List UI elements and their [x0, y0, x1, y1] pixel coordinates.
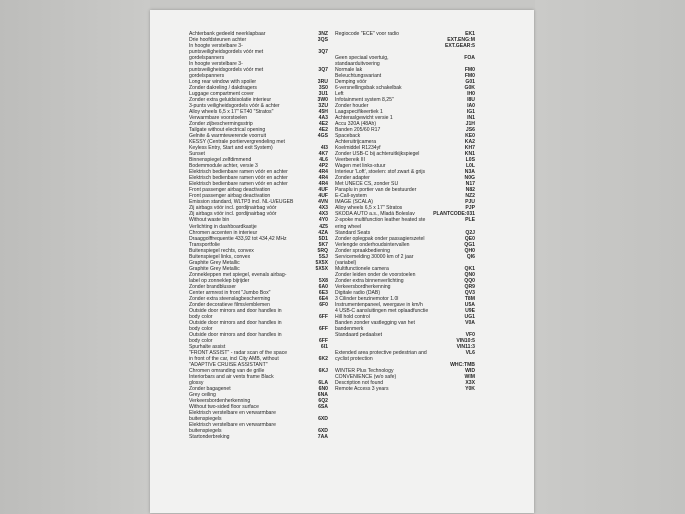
option-code: L0L: [465, 163, 475, 170]
option-description: Gelnite & warmtewerende voorruit: [189, 133, 267, 140]
option-description: Standaard pedaalset: [335, 331, 383, 338]
option-description: puntsveiligheidsgordels vóór met: [189, 67, 264, 74]
option-description: Sunset: [189, 151, 205, 158]
option-code: 5SJ: [318, 253, 328, 260]
option-description: Zonder extra steenslagbescherming: [189, 295, 271, 302]
option-code: 6A0: [318, 283, 328, 290]
option-code: 6XD: [318, 428, 328, 435]
option-description: Buitenspiegel links, convex: [189, 253, 251, 260]
option-description: SKODA AUTO a.s., Mladá Boleslav: [335, 211, 415, 218]
option-description: Paraplu in portier van de bestuurder: [335, 187, 417, 194]
option-code: QG1: [464, 241, 475, 248]
option-code: Y0K: [465, 385, 475, 392]
option-code: 6FF: [318, 337, 328, 344]
option-code: X3X: [465, 379, 475, 386]
option-description: Elektrisch verstelbare en verwarmbare: [189, 422, 276, 429]
option-description: Standard Seats: [335, 229, 371, 236]
option-description: Zonder houder: [335, 103, 369, 110]
option-code: G01: [465, 79, 475, 86]
option-description: Zij airbags vóór incl. gordijnairbag vóór: [189, 205, 277, 212]
option-code: 6F0: [319, 301, 328, 308]
option-code: I8U: [467, 97, 475, 104]
option-row: [189, 434, 328, 440]
option-code: 3QS: [317, 37, 328, 44]
option-code: 6I1: [320, 343, 328, 350]
option-description: buitenspiegels: [189, 428, 222, 435]
option-description: Elektrisch bedienbare ramen vóór en achter: [189, 169, 288, 176]
option-description: Verwarmbare voorstoelen: [189, 115, 248, 122]
option-code: VL6: [465, 349, 475, 356]
option-description: Spaceback: [335, 133, 361, 140]
option-description: Zonder brandblusser: [189, 283, 237, 290]
option-code: 6E4: [318, 295, 328, 302]
option-code: 4Z5: [319, 223, 328, 230]
option-code: PJU: [465, 199, 475, 206]
option-description: Verlengde onderhoudsintervallen: [335, 241, 410, 248]
option-description: Zonder leiden onder de voorstoelen: [335, 271, 416, 278]
option-code: 3W0: [317, 97, 328, 104]
option-code: VIN10:5: [456, 337, 475, 344]
option-code: QK1: [464, 265, 475, 272]
option-description: Chromen omranding van de grille: [189, 367, 265, 374]
option-code: 3Q7: [318, 67, 328, 74]
option-description: Elektrisch bedienbare ramen vóór en achter: [189, 175, 288, 182]
option-description: Verkeersbordenherkenning: [189, 397, 251, 404]
option-description: Emission standard, WLTP3 incl. NL-U/EUGEB: [189, 199, 294, 206]
option-description: Servicemelding 30000 km of 2 jaar: [335, 253, 414, 260]
option-description: Left: [335, 91, 344, 98]
option-description: Buitenspiegel rechts, convex: [189, 247, 254, 254]
option-code: 6FF: [318, 325, 328, 332]
option-description: Koelmiddel R1234yf: [335, 145, 381, 152]
option-description: Graphite Grey Metallic: [189, 259, 240, 266]
option-description: Beleuchtungsvariant: [335, 73, 382, 80]
option-description: Grey ceiling: [189, 391, 216, 398]
option-code: T8M: [464, 295, 475, 302]
option-description: Zonder oplegpak onder passagierszetel: [335, 235, 425, 242]
option-code: U9E: [465, 307, 475, 314]
option-description: in front of the car, incl City AMB, without: [189, 355, 279, 362]
option-code: 6N0: [318, 385, 328, 392]
option-code: KA2: [464, 139, 475, 146]
option-code: KE0: [465, 133, 475, 140]
option-code: 3S0: [318, 85, 328, 92]
option-description: body color: [189, 313, 213, 320]
option-description: Multifunctionele camera: [335, 265, 389, 272]
option-code: N3A: [464, 169, 475, 176]
option-code: IG1: [466, 109, 475, 116]
option-code: 4VN: [318, 199, 328, 206]
option-description: 3 Cilinder benzinemotor 1.0l: [335, 295, 399, 302]
option-description: body color: [189, 325, 213, 332]
option-description: IMAGE (SCALA): [335, 199, 373, 206]
option-code: 3NZ: [318, 31, 328, 37]
option-description: Verkeersbordherkenning: [335, 283, 391, 290]
option-code: 4X3: [318, 211, 328, 218]
option-code: 6E3: [318, 289, 328, 296]
right-option-column: [335, 31, 475, 392]
option-code: 5D1: [318, 235, 328, 242]
option-description: Elektrisch verstelbare en verwarmbare: [189, 409, 276, 416]
option-code: 5X5X: [315, 259, 328, 266]
option-description: Draaggolffrequentie 433,92 tot 434,42 MHz: [189, 235, 287, 242]
option-description: Banden zonder vastlegging van het: [335, 319, 415, 326]
option-description: Without waste bin: [189, 217, 230, 224]
option-code: 6XD: [318, 416, 328, 422]
option-description: Demping vóór: [335, 79, 367, 86]
option-code: 4L6: [319, 157, 328, 164]
option-code: UG1: [464, 313, 475, 320]
option-description: Verlichting in dashboardkastje: [189, 223, 257, 230]
option-description: In hoogte verstelbare 3-: [189, 43, 243, 50]
option-description: Outside door mirrors and door handles in: [189, 307, 282, 314]
option-code: EXT.GEAR:5: [444, 43, 475, 50]
option-code: 3ZU: [318, 103, 328, 110]
option-description: Bodemmodule achter, versie 3: [189, 163, 258, 170]
option-code: 4UF: [318, 193, 328, 200]
option-code: 4X3: [318, 205, 328, 212]
option-description: Long rear window with spoiler: [189, 79, 257, 86]
option-description: Regiocode "ECE" voor radio: [335, 31, 399, 37]
option-description: glossy: [189, 379, 204, 386]
option-code: 4E2: [318, 121, 328, 128]
option-code: 7AA: [317, 434, 328, 441]
option-description: Alloy wheels 6,5 x 17" ET40 "Stratos": [189, 109, 274, 116]
option-description: 6-versnellingsbak schakelbak: [335, 85, 402, 92]
option-description: Zonder bagagenet: [189, 385, 231, 392]
option-description: Graphite Grey Metallic: [189, 265, 240, 272]
option-description: standaarduitvoering: [335, 61, 380, 68]
option-code: PLANTCODE:031: [433, 211, 475, 218]
option-code: 4P2: [318, 163, 328, 170]
option-code: IN1: [467, 115, 475, 122]
option-code: EK1: [465, 31, 475, 37]
option-code: FM0: [464, 73, 475, 80]
option-description: "ADAPTIVE CRUISE ASSISTANT": [189, 361, 268, 368]
option-description: Banden 205/60 R17: [335, 127, 381, 134]
option-description: "FRONT ASSIST" - radar scan of the space: [189, 349, 288, 356]
option-code: KN1: [464, 151, 475, 158]
option-description: Without two-sided floor surface: [189, 403, 259, 410]
option-description: Hill hold control: [335, 313, 370, 320]
option-description: CONVENIENCE (w/o safe): [335, 373, 397, 380]
option-description: Outside door mirrors and door handles in: [189, 331, 282, 338]
option-code: QR9: [464, 283, 475, 290]
option-description: Remote Access 3 years: [335, 385, 389, 392]
option-description: Zonder decoratieve films/emblemen: [189, 301, 270, 308]
option-code: N17: [465, 181, 475, 188]
option-code: VF0: [465, 331, 475, 338]
option-description: Drie hoofdsteunen achter: [189, 37, 247, 44]
option-description: Transportfolie: [189, 241, 220, 248]
option-description: Zonder adapter: [335, 175, 370, 182]
option-code: EXT.ENG:M: [447, 37, 475, 44]
option-description: Met UNECE CS, zonder SU: [335, 181, 399, 188]
option-code: WHC:TMB: [450, 361, 475, 368]
option-code: IA0: [467, 103, 475, 110]
option-code: 5K7: [318, 241, 328, 248]
option-description: Achterbank gedeeld neerklapbaar: [189, 31, 266, 37]
option-description: Binnenspiegel zelfdimmend: [189, 157, 252, 164]
option-code: QQ0: [464, 277, 475, 284]
option-description: 2-spoke multifunction leather heated ste: [335, 217, 426, 224]
option-description: Interiorbars and air vents frame Black: [189, 373, 274, 380]
option-description: Outside door mirrors and door handles in: [189, 319, 282, 326]
option-description: Description not found: [335, 379, 384, 386]
option-description: Laagspecifikeertiek 1: [335, 109, 383, 116]
option-code: 4I3: [320, 145, 328, 152]
option-description: Tailgate without electrical opening: [189, 127, 266, 134]
option-code: 4ZA: [318, 229, 328, 236]
option-code: IH0: [467, 91, 475, 98]
option-code: WIM: [464, 373, 475, 380]
option-description: Zonder USB-C bij achteruitkijkspiegel: [335, 151, 420, 158]
option-code: V0A: [465, 319, 475, 326]
option-code: PLE: [465, 217, 475, 224]
option-code: 6KJ: [318, 367, 328, 374]
option-description: buitenspiegels: [189, 416, 222, 422]
option-code: N0G: [464, 175, 475, 182]
option-description: Accu 320A (48Ah): [335, 121, 377, 128]
option-row: [335, 386, 475, 392]
option-description: Front passenger airbag deactivation: [189, 193, 271, 200]
option-description: Front passenger airbag deactivation: [189, 187, 271, 194]
option-code: 6LA: [318, 379, 328, 386]
option-description: Keyless Entry, Start and exit System): [189, 145, 273, 152]
option-description: Alloy wheels 6,5 x 17" Stratos: [335, 205, 403, 212]
option-code: QN0: [464, 271, 475, 278]
option-code: QE0: [464, 235, 475, 242]
option-code: 3U1: [318, 91, 328, 98]
option-code: 4Y0: [318, 217, 328, 224]
option-description: Interieur 'Loft', stoelen: stof zwart & grijs: [335, 169, 425, 176]
option-code: G0K: [464, 85, 475, 92]
option-code: QH0: [464, 247, 475, 254]
option-description: In hoogte verstelbare 3-: [189, 61, 243, 68]
option-code: 6K2: [318, 355, 328, 362]
option-description: Zonder extra binnenverlichting: [335, 277, 404, 284]
option-description: Luggage compartment cover: [189, 91, 254, 98]
option-code: L0S: [465, 157, 475, 164]
option-description: 3-punts veiligheidsgordels vóór & achter: [189, 103, 280, 110]
option-description: 4 USB-C aansluitingen met oplaadfunctie: [335, 307, 429, 314]
option-code: JS6: [465, 127, 475, 134]
option-description: label op zonneklep bijrijder: [189, 277, 250, 284]
option-code: VIN11:3: [456, 343, 475, 350]
option-code: 4GS: [317, 133, 328, 140]
option-description: Extended area protective pedestrian and: [335, 349, 427, 356]
option-code: 6Q2: [318, 397, 328, 404]
option-code: FOA: [464, 55, 475, 62]
option-description: Zonder spraakbediening: [335, 247, 390, 254]
option-description: Geen speciaal voertuig,: [335, 55, 389, 62]
option-description: bandenmerk: [335, 325, 364, 332]
option-description: Zonnekleppen met spiegel, evenals airbag-: [189, 271, 287, 278]
option-code: 6FF: [318, 313, 328, 320]
option-description: Instrumentenpaneel, weergave in km/h: [335, 301, 423, 308]
option-description: Zonder extra geluidsisolatie interieur: [189, 97, 272, 104]
option-code: 4R4: [318, 181, 328, 188]
option-code: 5X8: [318, 277, 328, 284]
option-description: Veerbereik III: [335, 157, 366, 164]
option-code: KH7: [464, 145, 475, 152]
option-code: 4R4: [318, 169, 328, 176]
option-description: Chromen accenten in interieur: [189, 229, 258, 236]
option-description: (variabel): [335, 259, 357, 266]
option-description: Infotainment system 8,25": [335, 97, 394, 104]
option-description: cyclist protection: [335, 355, 373, 362]
option-description: Wagen met links-stuur: [335, 163, 386, 170]
option-code: 45H: [318, 109, 328, 116]
option-description: Elektrisch bedienbare ramen vóór en achter: [189, 181, 288, 188]
option-code: NZ2: [465, 193, 475, 200]
option-description: ering wheel: [335, 223, 362, 230]
option-description: Achteraslgewicht versie 1: [335, 115, 393, 122]
option-description: Spurhalte assist: [189, 343, 226, 350]
left-option-column: [189, 31, 328, 440]
option-code: 4R4: [318, 175, 328, 182]
option-description: Center armrest in front "Jumbo Box": [189, 289, 271, 296]
option-code: 4A3: [318, 115, 328, 122]
option-description: E-Call-system: [335, 193, 367, 200]
option-description: Achteruitrijcamera: [335, 139, 377, 146]
option-code: 3Q7: [318, 49, 328, 56]
option-description: WINTER Plus Technology: [335, 367, 394, 374]
option-description: puntsveiligheidsgordels vóór met: [189, 49, 264, 56]
option-description: Zij airbags vóór incl. gordijnairbag vóór: [189, 211, 277, 218]
option-code: 4K7: [318, 151, 328, 158]
option-code: QV3: [464, 289, 475, 296]
option-code: WID: [465, 367, 475, 374]
option-description: Zonder dakreling / dakdragers: [189, 85, 257, 92]
option-code: U5A: [464, 301, 475, 308]
option-description: body color: [189, 337, 213, 344]
option-code: Q2J: [465, 229, 475, 236]
option-code: QI6: [466, 253, 475, 260]
option-code: 3RU: [317, 79, 328, 86]
option-description: Zonder zijbeschermingsstrip: [189, 121, 253, 128]
option-code: PJP: [465, 205, 475, 212]
option-description: Normale lak: [335, 67, 363, 74]
option-code: 6NA: [317, 391, 328, 398]
option-code: 6SA: [318, 403, 328, 410]
option-code: 4UF: [318, 187, 328, 194]
background-right: [535, 0, 685, 514]
option-description: KESSY (Centrale portiervergrendeling met: [189, 139, 285, 146]
document-page: [150, 10, 534, 513]
option-code: FM0: [464, 67, 475, 74]
option-code: 5RQ: [317, 247, 328, 254]
background-left: [0, 0, 150, 514]
option-code: N82: [465, 187, 475, 194]
option-description: gordelspanners: [189, 55, 225, 62]
option-description: gordelspanners: [189, 73, 225, 80]
option-code: 5X5X: [315, 265, 328, 272]
option-description: Digitale radio (DAB): [335, 289, 381, 296]
option-code: J1H: [465, 121, 475, 128]
option-code: 4E2: [318, 127, 328, 134]
option-description: Startonderbreking: [189, 434, 230, 441]
